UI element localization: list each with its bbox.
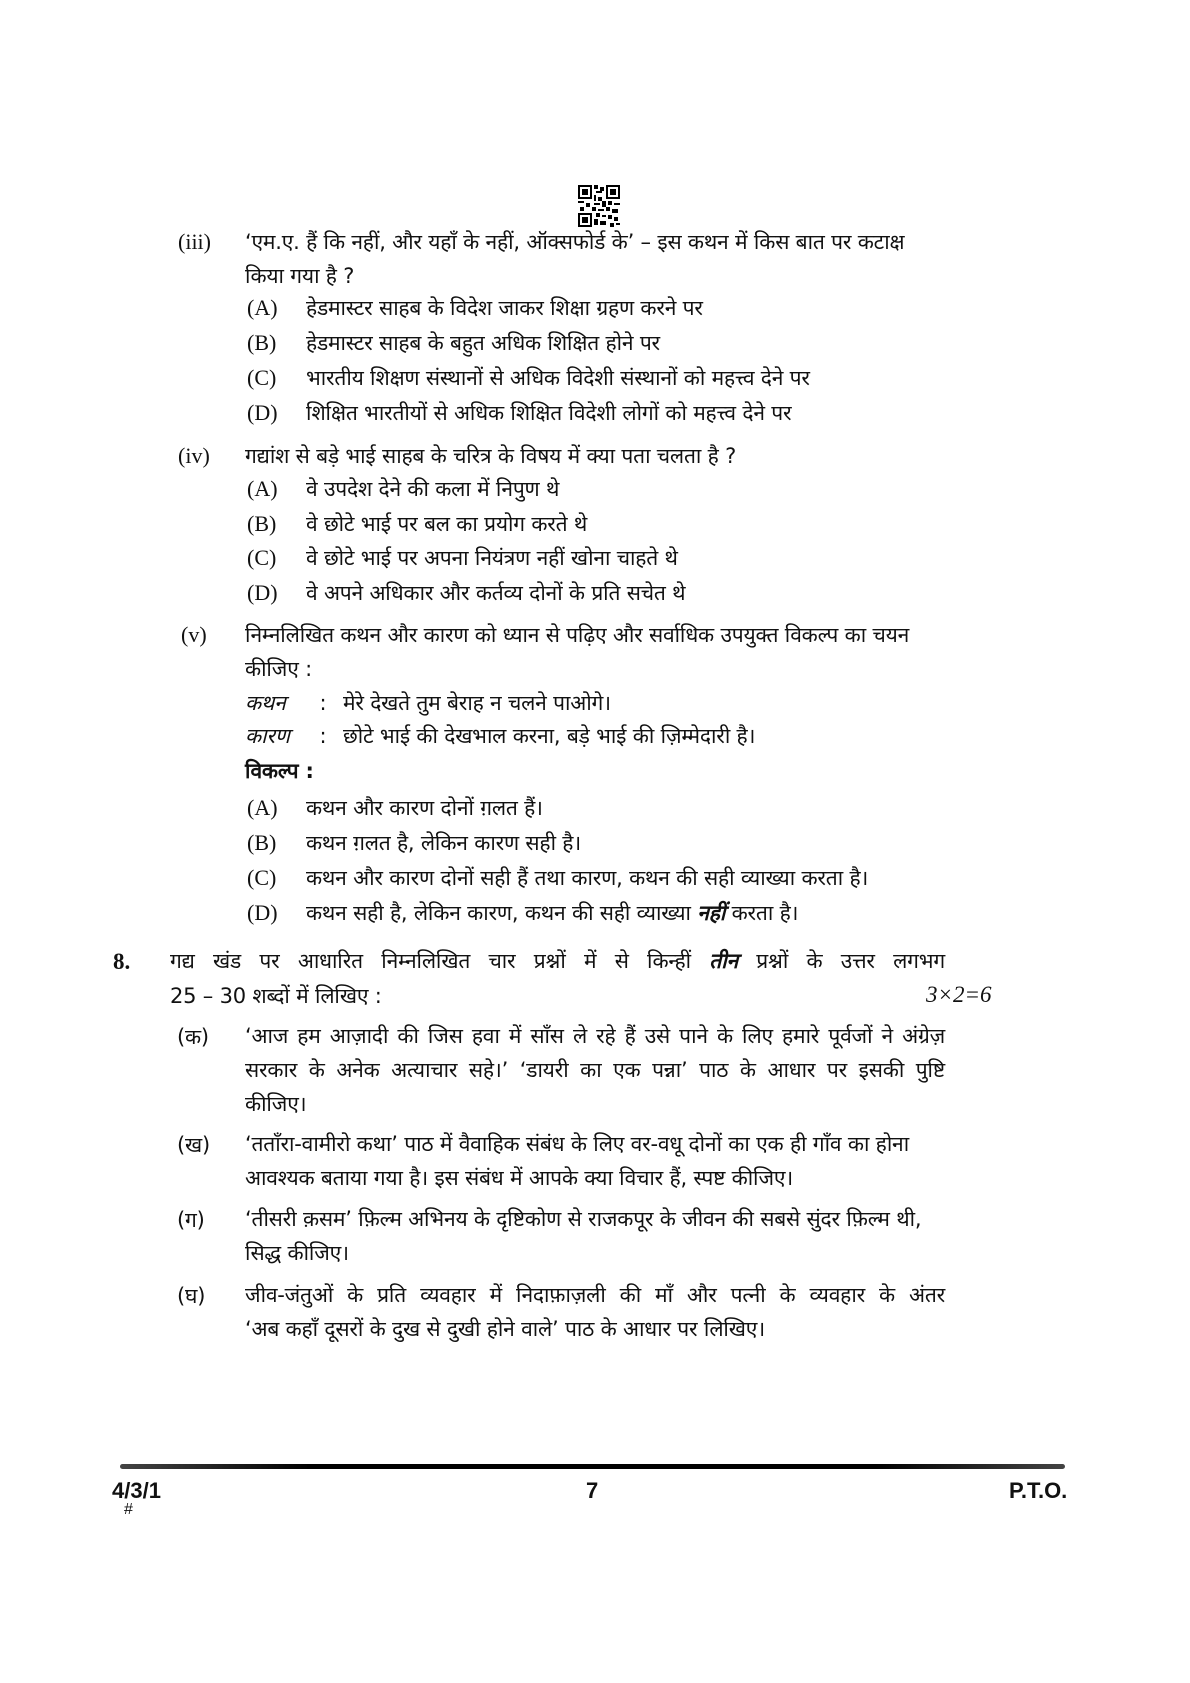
- pto-label: P.T.O.: [1009, 1478, 1068, 1503]
- option-label: (A): [247, 795, 278, 820]
- question-text: ‘एम.ए. हैं कि नहीं, और यहाँ के नहीं, ऑक्सफोर्ड के’ – इस कथन में किस बात पर कटाक्ष: [245, 230, 905, 254]
- assertion-row: [245, 689, 611, 717]
- question-number: 8.: [113, 949, 131, 974]
- emphasis-text: नहीं: [697, 901, 726, 925]
- option-text: कथन और कारण दोनों सही हैं तथा कारण, कथन की सही व्याख्या करता है।: [306, 866, 869, 890]
- option-text: वे अपने अधिकार और कर्तव्य दोनों के प्रति सचेत थे: [306, 581, 686, 605]
- sub-question-label: (ख): [177, 1133, 210, 1157]
- question-text-continued: कीजिए :: [245, 657, 312, 681]
- question-text-part: गद्य खंड पर आधारित निम्नलिखित चार प्रश्नों में से किन्हीं: [170, 949, 710, 973]
- sub-question-text: ‘आज हम आज़ादी की जिस हवा में साँस ले रहे हैं उसे पाने के लिए हमारे पूर्वजों ने अंग्रेज़: [245, 1024, 945, 1048]
- option-label: (C): [247, 545, 277, 570]
- option-text-part: करता है।: [725, 901, 799, 925]
- sub-question-label: (ग): [177, 1208, 205, 1232]
- assertion-text: मेरे देखते तुम बेराह न चलने पाओगे।: [343, 691, 611, 715]
- option-label: (B): [247, 511, 277, 536]
- option-label: (D): [247, 900, 278, 925]
- option-text: भारतीय शिक्षण संस्थानों से अधिक विदेशी संस्थानों को महत्त्व देने पर: [306, 366, 810, 390]
- sub-question-text: सरकार के अनेक अत्याचार सहे।’ ‘डायरी का एक पन्ना’ पाठ के आधार पर इसकी पुष्टि: [245, 1058, 945, 1082]
- emphasis-text: तीन: [709, 949, 738, 973]
- question-text-part: प्रश्नों के उत्तर लगभग: [737, 949, 945, 973]
- option-text: हेडमास्टर साहब के बहुत अधिक शिक्षित होने पर: [306, 331, 660, 355]
- colon: :: [319, 724, 327, 748]
- option-text: वे छोटे भाई पर अपना नियंत्रण नहीं खोना चाहते थे: [306, 546, 678, 570]
- option-text: कथन और कारण दोनों ग़लत हैं।: [306, 796, 543, 820]
- question-text: निम्नलिखित कथन और कारण को ध्यान से पढ़िए और सर्वाधिक उपयुक्त विकल्प का चयन: [245, 623, 910, 647]
- marks-allocation: 3×2=6: [926, 982, 992, 1007]
- page-number: 7: [586, 1478, 599, 1503]
- option-label: (A): [247, 476, 278, 501]
- option-text: वे छोटे भाई पर बल का प्रयोग करते थे: [306, 512, 588, 536]
- option-text: हेडमास्टर साहब के विदेश जाकर शिक्षा ग्रहण करने पर: [306, 296, 703, 320]
- question-number: (v): [181, 622, 207, 647]
- sub-question-label: (घ): [177, 1284, 206, 1308]
- question-number: (iii): [178, 229, 211, 254]
- reason-row: [245, 722, 755, 750]
- option-label: (B): [247, 830, 277, 855]
- colon: :: [319, 691, 327, 715]
- option-label: (D): [247, 580, 278, 605]
- option-text: शिक्षित भारतीयों से अधिक शिक्षित विदेशी लोगों को महत्त्व देने पर: [306, 401, 792, 425]
- option-text: [306, 899, 798, 927]
- sub-question-text: जीव-जंतुओं के प्रति व्यवहार में निदाफ़ाज़ली की माँ और पत्नी के व्यवहार के अंतर: [245, 1283, 945, 1307]
- question-text-continued: किया गया है ?: [245, 264, 355, 288]
- option-text-part: कथन सही है, लेकिन कारण, कथन की सही व्याख्या: [306, 901, 698, 925]
- sub-question-text: ‘अब कहाँ दूसरों के दुख से दुखी होने वाले’ पाठ के आधार पर लिखिए।: [245, 1317, 765, 1341]
- option-label: (B): [247, 330, 277, 355]
- question-text: [170, 947, 945, 975]
- paper-code: 4/3/1: [112, 1478, 161, 1503]
- sub-question-text: ‘तीसरी क़सम’ फ़िल्म अभिनय के दृष्टिकोण से राजकपूर के जीवन की सबसे सुंदर फ़िल्म थी,: [245, 1207, 922, 1231]
- option-label: (D): [247, 400, 278, 425]
- question-text-continued: 25 – 30 शब्दों में लिखिए :: [170, 984, 382, 1008]
- reason-text: छोटे भाई की देखभाल करना, बड़े भाई की ज़िम्मेदारी है।: [343, 724, 756, 748]
- sub-question-text: ‘तताँरा-वामीरो कथा’ पाठ में वैवाहिक संबंध के लिए वर-वधू दोनों का एक ही गाँव का होना: [245, 1132, 909, 1156]
- option-label: (A): [247, 295, 278, 320]
- qr-code-icon: [578, 185, 620, 227]
- option-label: (C): [247, 365, 277, 390]
- footer-divider: [120, 1464, 1065, 1469]
- sub-question-text: आवश्यक बताया गया है। इस संबंध में आपके क्या विचार हैं, स्पष्ट कीजिए।: [245, 1166, 794, 1190]
- question-number: (iv): [178, 443, 210, 468]
- question-text: गद्यांश से बड़े भाई साहब के चरित्र के विषय में क्या पता चलता है ?: [245, 444, 737, 468]
- option-label: (C): [247, 865, 277, 890]
- sub-question-text: कीजिए।: [245, 1092, 307, 1116]
- assertion-label: कथन: [245, 691, 286, 715]
- sub-question-label: (क): [177, 1025, 209, 1049]
- hash-mark: #: [124, 1501, 133, 1518]
- option-text: वे उपदेश देने की कला में निपुण थे: [306, 477, 560, 501]
- option-text: कथन ग़लत है, लेकिन कारण सही है।: [306, 831, 582, 855]
- sub-question-text: सिद्ध कीजिए।: [245, 1241, 349, 1265]
- reason-label: कारण: [245, 724, 290, 748]
- options-heading: विकल्प :: [245, 759, 314, 783]
